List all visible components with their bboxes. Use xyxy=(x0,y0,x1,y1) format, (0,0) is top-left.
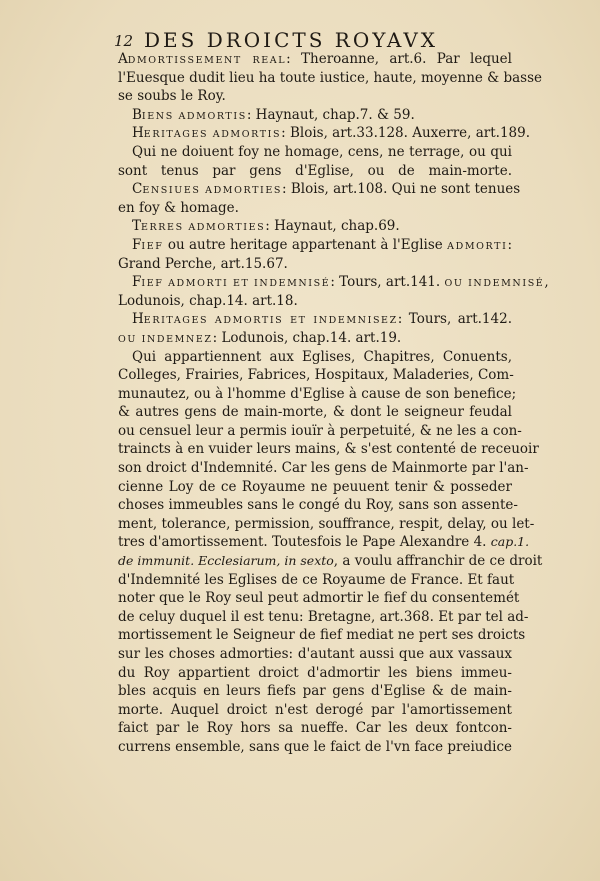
roman-text: : Haynaut, chap.69. xyxy=(265,218,400,235)
text-line xyxy=(118,217,512,236)
initial-capital: A xyxy=(118,51,128,67)
roman-text: : Theroanne, art.6. Par lequel xyxy=(286,51,512,67)
roman-text: d'Indemnité les Eglises de ce Royaume de France. Et faut xyxy=(118,571,515,588)
small-caps-term: IEF xyxy=(141,240,164,252)
text-line xyxy=(118,645,512,664)
text-line xyxy=(118,496,518,515)
text-line xyxy=(118,440,539,459)
text-line xyxy=(118,348,512,367)
small-caps-term: ADMORTI xyxy=(447,240,508,252)
roman-text: mortissement le Seigneur de fief mediat ne pert ses droicts xyxy=(118,627,526,644)
roman-text: : Lodunois, chap.14. art.19. xyxy=(212,329,402,346)
small-caps-term: OU INDEMNEZ xyxy=(118,333,213,345)
text-line xyxy=(118,329,512,348)
roman-text: Qui ne doiuent foy ne homage, cens, ne terrage, ou qui xyxy=(132,143,512,160)
roman-text: , xyxy=(544,274,549,291)
text-line xyxy=(118,571,515,590)
text-line xyxy=(118,608,529,627)
initial-capital: T xyxy=(132,218,142,235)
text-line xyxy=(118,292,512,311)
text-line xyxy=(118,738,512,757)
roman-text: currens ensemble, sans que le faict de l'vn face preiudice xyxy=(118,738,512,755)
running-title: DES DROICTS ROYAVX xyxy=(144,28,439,52)
roman-text: sont tenus par gens d'Eglise, ou de main-morte. xyxy=(118,162,512,179)
roman-text: Colleges, Frairies, Fabrices, Hospitaux, Maladeries, Com- xyxy=(118,367,514,384)
text-line xyxy=(118,478,512,497)
text-line xyxy=(118,403,512,422)
small-caps-term: OU INDEMNISÉ xyxy=(444,278,545,290)
text-line xyxy=(118,515,535,534)
text-line xyxy=(118,273,549,292)
small-caps-term: ERITAGES ADMORTIS xyxy=(143,129,282,141)
initial-capital: H xyxy=(132,125,144,142)
initial-capital: F xyxy=(132,236,142,253)
roman-text: de celuy duquel il est tenu: Bretagne, art.368. Et par tel ad- xyxy=(118,608,529,625)
text-line xyxy=(118,124,531,143)
roman-text: se soubs le Roy. xyxy=(118,88,226,105)
text-line xyxy=(118,180,521,199)
roman-text: : Haynaut, chap.7. & 59. xyxy=(246,106,415,123)
roman-text: Grand Perche, art.15.67. xyxy=(118,255,288,272)
roman-text: cienne Loy de ce Royaume ne peuuent tenir & posseder xyxy=(118,478,512,495)
text-line xyxy=(118,143,512,162)
text-line xyxy=(118,701,512,720)
text-line xyxy=(118,422,522,441)
roman-text: noter que le Roy seul peut admortir le fief du consentemét xyxy=(118,590,520,607)
text-line xyxy=(118,533,530,552)
roman-text: ou autre heritage appartenant à l'Eglise xyxy=(163,236,448,253)
small-caps-term: DMORTISSEMENT REAL xyxy=(127,55,287,66)
text-line xyxy=(118,459,529,478)
text-line xyxy=(118,255,512,274)
text-line xyxy=(118,162,512,181)
roman-text: en foy & homage. xyxy=(118,199,239,216)
text-line xyxy=(118,682,512,701)
roman-text: : xyxy=(507,236,512,253)
text-line xyxy=(118,106,512,125)
small-caps-term: ERITAGES ADMORTIS ET INDEMNISEZ xyxy=(143,315,398,327)
roman-text: : Blois, art.33.128. Auxerre, art.189. xyxy=(281,125,531,142)
text-line xyxy=(118,589,520,608)
roman-text: : Tours, art.141. xyxy=(330,274,445,291)
text-line xyxy=(118,664,512,683)
roman-text: ment, tolerance, permission, souffrance, respit, delay, ou let- xyxy=(118,515,535,532)
roman-text: : Blois, art.108. Qui ne sont tenues xyxy=(282,181,521,198)
initial-capital: B xyxy=(132,106,142,123)
small-caps-term: ERRES ADMORTIES xyxy=(141,222,266,234)
text-line xyxy=(118,385,517,404)
text-line xyxy=(118,626,526,645)
small-caps-term: IENS ADMORTIS xyxy=(141,110,247,122)
roman-text: , a voulu affranchir de ce droit xyxy=(333,553,543,570)
body-text xyxy=(118,50,549,757)
roman-text: sur les choses admorties: d'autant aussi que aux vassaux xyxy=(118,646,512,662)
roman-text: l'Euesque dudit lieu ha toute iustice, haute, moyenne & basse xyxy=(118,69,543,86)
text-line xyxy=(118,50,512,69)
roman-text: bles acquis en leurs fiefs par gens d'Eglise & de main- xyxy=(118,683,512,700)
small-caps-term: IEF ADMORTI ET INDEMNISÉ xyxy=(141,278,331,290)
roman-text: son droict d'Indemnité. Car les gens de Mainmorte par l'an- xyxy=(118,460,529,477)
initial-capital: F xyxy=(132,274,142,291)
text-line xyxy=(118,236,512,255)
text-line xyxy=(118,69,543,88)
text-line xyxy=(118,199,512,218)
roman-text: Qui appartiennent aux Eglises, Chapitres, Conuents, xyxy=(132,348,512,365)
roman-text: faict par le Roy hors sa nueffe. Car les deux fontcon- xyxy=(118,720,512,737)
roman-text: morte. Auquel droict n'est derogé par l'amortissement xyxy=(118,701,512,718)
small-caps-term: ENSIUES ADMORTIES xyxy=(142,185,283,197)
roman-text: Lodunois, chap.14. art.18. xyxy=(118,292,298,309)
roman-text: traincts à en vuider leurs mains, & s'est contenté de receuoir xyxy=(118,441,539,458)
italic-citation: de immunit. Ecclesiarum, in sexto xyxy=(118,553,334,569)
text-line xyxy=(118,719,512,738)
text-line xyxy=(118,310,512,329)
roman-text: : Tours, art.142. xyxy=(397,311,512,328)
roman-text: choses immeubles sans le congé du Roy, sans son assente- xyxy=(118,497,518,514)
text-line xyxy=(118,552,543,571)
initial-capital: H xyxy=(132,311,144,328)
roman-text: du Roy appartient droict d'admortir les biens immeu- xyxy=(118,664,512,681)
italic-citation: cap.1. xyxy=(490,534,530,550)
text-line xyxy=(118,366,512,385)
roman-text: munautez, ou à l'homme d'Eglise à cause de son benefice; xyxy=(118,385,517,402)
roman-text: ou censuel leur a permis iouïr à perpetuité, & ne les a con- xyxy=(118,422,522,439)
text-line xyxy=(118,87,512,106)
roman-text: tres d'amortissement. Toutesfois le Pape Alexandre 4. xyxy=(118,534,491,551)
roman-text: & autres gens de main-morte, & dont le seigneur feudal xyxy=(118,404,512,421)
initial-capital: C xyxy=(132,181,143,198)
page-number: 12 xyxy=(114,32,134,50)
